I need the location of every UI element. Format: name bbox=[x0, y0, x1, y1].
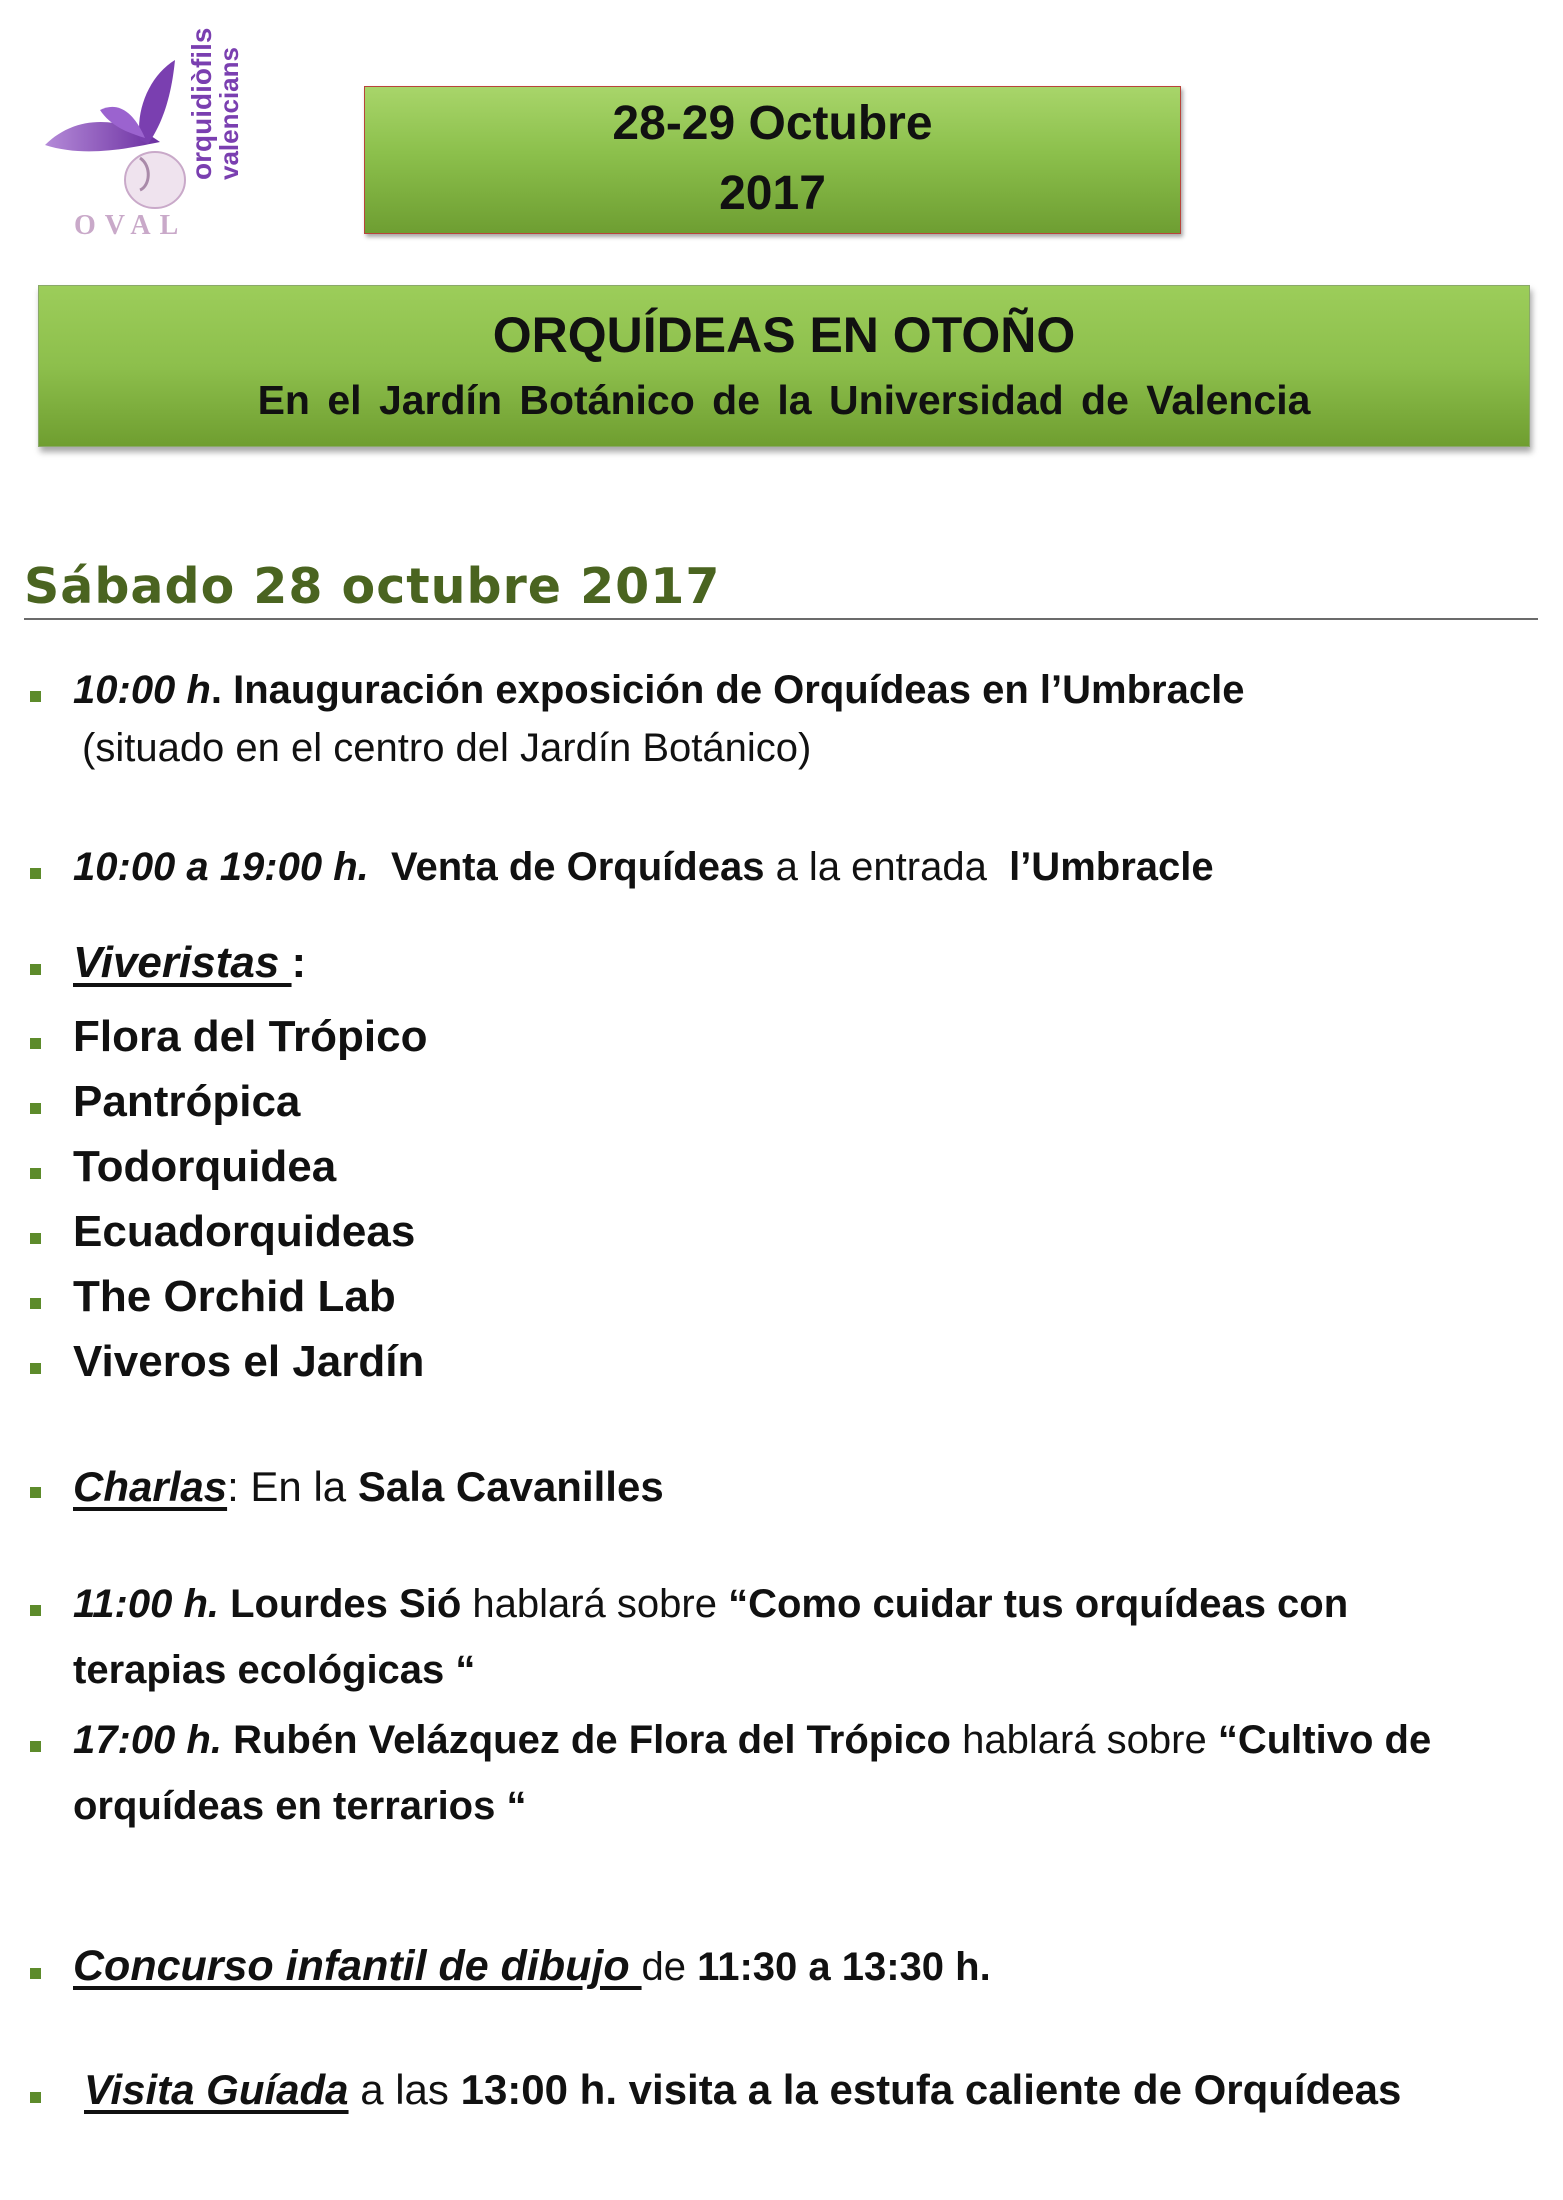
bullet-icon bbox=[30, 1968, 41, 1979]
charlas-place: Sala Cavanilles bbox=[357, 1463, 664, 1510]
bullet-icon bbox=[30, 1038, 41, 1049]
title-box bbox=[38, 285, 1530, 447]
bullet-icon bbox=[30, 1233, 41, 1244]
talk1-title-a: “Como cuidar tus orquídeas con bbox=[728, 1582, 1349, 1626]
nursery-name: Todorquidea bbox=[73, 1142, 337, 1191]
concurso-mid: de bbox=[641, 1945, 698, 1989]
bullet-icon bbox=[30, 1103, 41, 1114]
logo-line-2: valencians bbox=[214, 47, 244, 180]
logo bbox=[40, 27, 250, 241]
venta-label: Venta de Orquídeas bbox=[390, 845, 765, 889]
charlas-mid: : En la bbox=[227, 1463, 358, 1510]
visita-mid: a las bbox=[348, 2066, 461, 2113]
date-line-2: 2017 bbox=[719, 167, 826, 220]
talk2-title-a: “Cultivo de bbox=[1217, 1718, 1432, 1762]
logo-line-1: orquidiòfils bbox=[186, 27, 217, 180]
talk2-speaker: Rubén Velázquez de Flora del Trópico bbox=[221, 1718, 951, 1762]
bullet-icon bbox=[30, 1363, 41, 1374]
nursery-name: Viveros el Jardín bbox=[73, 1337, 425, 1386]
nursery-name: Pantrópica bbox=[73, 1077, 301, 1126]
talk2-title-b: orquídeas en terrarios “ bbox=[73, 1784, 527, 1828]
inauguracion-time: 10:00 h bbox=[73, 668, 211, 712]
talk1-title-b: terapias ecológicas “ bbox=[73, 1648, 476, 1692]
bullet-icon bbox=[30, 1168, 41, 1179]
bullet-icon bbox=[30, 691, 41, 702]
bullet-icon bbox=[30, 1487, 41, 1498]
talk2-mid: hablará sobre bbox=[951, 1718, 1218, 1762]
visita-rest: 13:00 h. visita a la estufa caliente de Orquídeas bbox=[460, 2066, 1402, 2113]
bullet-icon bbox=[30, 964, 41, 975]
nursery-name: The Orchid Lab bbox=[73, 1272, 396, 1321]
talk1-speaker: Lourdes Sió bbox=[219, 1582, 473, 1626]
bullet-icon bbox=[30, 2092, 41, 2103]
inauguracion-text: . Inauguración exposición de Orquídeas en l’Umbracle bbox=[210, 668, 1245, 712]
venta-mid: a la entrada bbox=[764, 845, 998, 889]
bullet-icon bbox=[30, 868, 41, 879]
bullet-icon bbox=[30, 1298, 41, 1309]
talk2-time: 17:00 h. bbox=[73, 1718, 222, 1762]
date-line-1: 28-29 Octubre bbox=[612, 97, 933, 150]
charlas-label: Charlas bbox=[73, 1463, 228, 1510]
viveristas-label: Viveristas bbox=[73, 938, 292, 987]
nursery-name: Flora del Trópico bbox=[73, 1012, 428, 1061]
bullet-icon bbox=[30, 1605, 41, 1616]
date-box bbox=[364, 86, 1181, 234]
talk1-mid: hablará sobre bbox=[472, 1582, 729, 1626]
bullet-icon bbox=[30, 1741, 41, 1752]
talk1-time: 11:00 h. bbox=[73, 1582, 219, 1626]
event-subtitle: En el Jardín Botánico de la Universidad de Valencia bbox=[257, 377, 1311, 423]
visita-label: Visita Guíada bbox=[84, 2066, 349, 2113]
venta-time: 10:00 a 19:00 h. bbox=[73, 845, 369, 889]
venta-place: l’Umbracle bbox=[1009, 845, 1214, 889]
day-heading: Sábado 28 octubre 2017 bbox=[24, 558, 1538, 620]
concurso-label: Concurso infantil de dibujo bbox=[73, 1942, 642, 1990]
logo-acronym: OVAL bbox=[74, 210, 188, 241]
inauguracion-note: (situado en el centro del Jardín Botánico) bbox=[82, 726, 812, 770]
concurso-time: 11:30 a 13:30 h. bbox=[697, 1945, 991, 1989]
nursery-name: Ecuadorquideas bbox=[73, 1207, 416, 1256]
viveristas-colon: : bbox=[291, 938, 307, 987]
event-title: ORQUÍDEAS EN OTOÑO bbox=[492, 307, 1076, 363]
